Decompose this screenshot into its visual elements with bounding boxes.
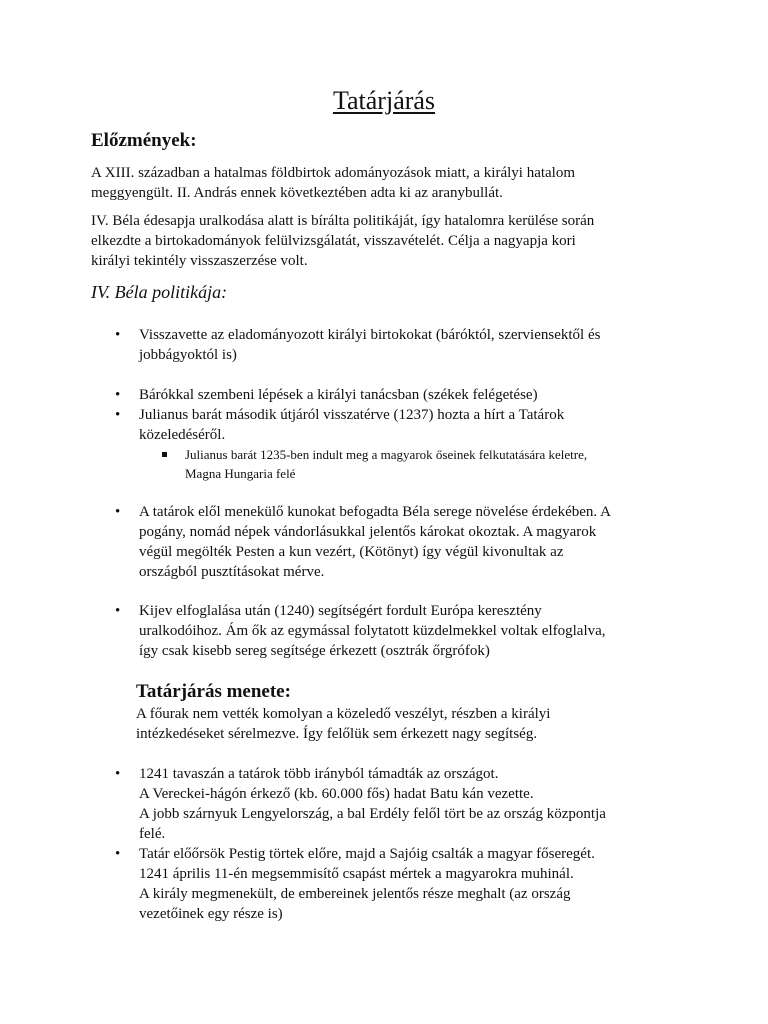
bullet-icon: •	[115, 766, 121, 782]
text-line: felé.	[139, 826, 166, 842]
section-heading-menete: Tatárjárás menete:	[136, 681, 291, 702]
text-line: A főurak nem vették komolyan a közeledő veszélyt, részben a királyi	[136, 706, 551, 722]
list-item	[115, 764, 679, 844]
text-line: meggyengült. II. András ennek következtében adta ki az aranybullát.	[91, 185, 503, 201]
sub-list-item	[185, 445, 685, 483]
text-line: Tatár előőrsök Pestig törtek előre, majd a Sajóig csalták a magyar főseregét.	[139, 846, 595, 862]
paragraph-furak	[136, 704, 736, 744]
text-line: elkezdte a birtokadományok felülvizsgálatát, visszavételét. Célja a nagyapja kori	[91, 233, 576, 249]
text-line: A király megmenekült, de embereinek jelentős része meghalt (az ország	[139, 886, 571, 902]
text-line: Julianus barát 1235-ben indult meg a magyarok őseinek felkutatására keletre,	[185, 447, 588, 462]
text-line: vezetőinek egy része is)	[139, 906, 283, 922]
square-bullet-icon	[162, 452, 167, 457]
text-line: intézkedéseket sérelmezve. Így felőlük sem érkezett nagy segítség.	[136, 726, 538, 742]
subheading-bela-politikaja: IV. Béla politikája:	[91, 282, 228, 302]
list-item	[115, 502, 679, 582]
text-line: közeledéséről.	[139, 427, 226, 443]
list-item	[115, 844, 679, 924]
bullet-icon: •	[115, 327, 121, 343]
paragraph-intro	[91, 163, 691, 203]
list-item	[115, 325, 679, 365]
bullet-icon: •	[115, 387, 121, 403]
text-line: Julianus barát második útjáról visszatérve (1237) hozta a hírt a Tatárok	[139, 407, 565, 423]
text-line: A tatárok elől menekülő kunokat befogadta Béla serege növelése érdekében. A	[139, 504, 611, 520]
text-line: királyi tekintély visszaszerzése volt.	[91, 253, 308, 269]
text-line: pogány, nomád népek vándorlásukkal jelentős károkat okoztak. A magyarok	[139, 524, 597, 540]
text-line: így csak kisebb sereg segítsége érkezett (osztrák őrgrófok)	[139, 643, 490, 659]
text-line: A Vereckei-hágón érkező (kb. 60.000 fős) hadat Batu kán vezette.	[139, 786, 534, 802]
bullet-icon: •	[115, 846, 121, 862]
list-item	[115, 405, 679, 445]
text-line: országból pusztításokat mérve.	[139, 564, 325, 580]
text-line: Visszavette az eladományozott királyi birtokokat (báróktól, szerviensektől és	[139, 327, 601, 343]
text-line: A jobb szárnyuk Lengyelország, a bal Erdély felől tört be az ország központja	[139, 806, 606, 822]
text-line: jobbágyoktól is)	[139, 347, 237, 363]
text-line: Bárókkal szembeni lépések a királyi tanácsban (székek felégetése)	[139, 387, 538, 403]
text-line: IV. Béla édesapja uralkodása alatt is bírálta politikáját, így hatalomra kerülése során	[91, 213, 595, 229]
paragraph-bela	[91, 211, 691, 271]
bullet-icon: •	[115, 407, 121, 423]
section-heading-elozmenyek: Előzmények:	[91, 130, 197, 151]
text-line: 1241 tavaszán a tatárok több irányból támadták az országot.	[139, 766, 499, 782]
text-line: A XIII. században a hatalmas földbirtok adományozások miatt, a királyi hatalom	[91, 165, 576, 181]
page-title: Tatárjárás	[332, 86, 436, 115]
text-line: 1241 április 11-én megsemmisítő csapást mértek a magyarokra muhinál.	[139, 866, 574, 882]
bullet-icon: •	[115, 603, 121, 619]
text-line: Kijev elfoglalása után (1240) segítségért fordult Európa keresztény	[139, 603, 542, 619]
text-line: végül megölték Pesten a kun vezért, (Kötönyt) így végül kivonultak az	[139, 544, 564, 560]
list-item	[115, 385, 679, 405]
text-line: uralkodóihoz. Ám ők az egymással folytatott küzdelmekkel voltak elfoglalva,	[139, 623, 606, 639]
text-line: Magna Hungaria felé	[185, 466, 296, 481]
list-item	[115, 601, 679, 661]
bullet-icon: •	[115, 504, 121, 520]
